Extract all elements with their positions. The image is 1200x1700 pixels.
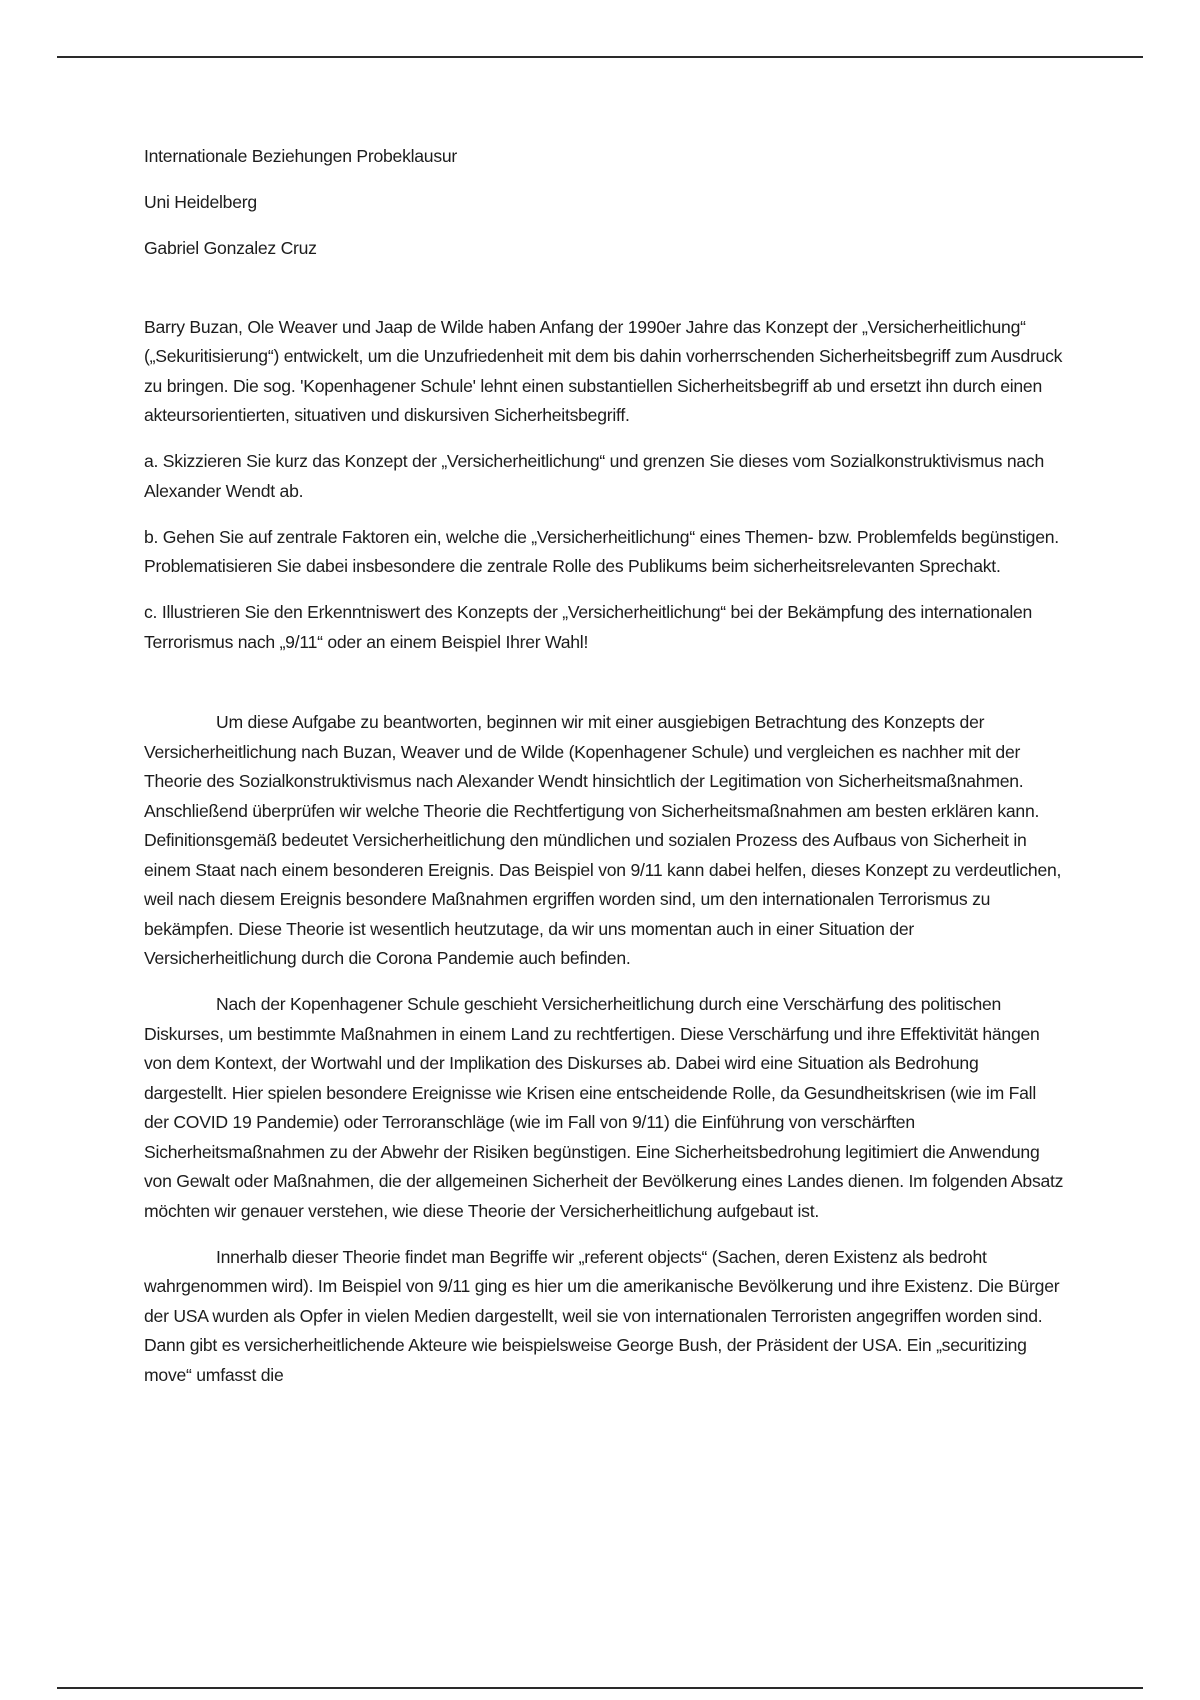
university-name: Uni Heidelberg (144, 192, 257, 212)
question-a: a. Skizzieren Sie kurz das Konzept der „Versicherheitlichung“ und grenzen Sie dieses vom Sozialkonstruktivismus nach Alexander Wendt ab. (144, 451, 1045, 501)
document-page (144, 142, 1064, 1407)
answer-paragraph-3: Innerhalb dieser Theorie findet man Begriffe wir „referent objects“ (Sachen, deren Existenz als bedroht wahrgenommen wird). Im Beispiel von 9/11 ging es hier um die amerikanische Bevölkerung und ihre Existenz. Die Bürger der USA wurden als Opfer in vielen Medien dargestellt, weil sie von internationalen Terroristen angegriffen worden sind. Dann gibt es versicherheitlichende Akteure wie beispielsweise George Bush, der Präsident der USA. Ein „securitizing move“ umfasst die (144, 1246, 1060, 1385)
bottom-rule (57, 1687, 1143, 1689)
top-rule (57, 56, 1143, 58)
document-header (144, 142, 1064, 264)
task-intro: Barry Buzan, Ole Weaver und Jaap de Wilde haben Anfang der 1990er Jahre das Konzept der „Versicherheitlichung“ („Sekuritisierung“) entwickelt, um die Unzufriedenheit mit dem bis dahin vorherrschenden Sicherheitsbegriff zum Ausdruck zu bringen. Die sog. 'Kopenhagener Schule' lehnt einen substantiellen Sicherheitsbegriff ab und ersetzt ihn durch einen akteursorientierten, situativen und diskursiven Sicherheitsbegriff. (144, 316, 1063, 425)
answer-paragraph-2: Nach der Kopenhagener Schule geschieht Versicherheitlichung durch eine Verschärfung des politischen Diskurses, um bestimmte Maßnahmen in einem Land zu rechtfertigen. Diese Verschärfung und ihre Effektivität hängen von dem Kontext, der Wortwahl und der Implikation des Diskurses ab. Dabei wird eine Situation als Bedrohung dargestellt. Hier spielen besondere Ereignisse wie Krisen eine entscheidende Rolle, da Gesundheitskrisen (wie im Fall der COVID 19 Pandemie) oder Terroranschläge (wie im Fall von 9/11) die Einführung von verschärften Sicherheitsmaßnahmen zu der Abwehr der Risiken begünstigen. Eine Sicherheitsbedrohung legitimiert die Anwendung von Gewalt oder Maßnahmen, die der allgemeinen Sicherheit der Bevölkerung eines Landes dienen. Im folgenden Absatz möchten wir genauer verstehen, wie diese Theorie der Versicherheitlichung aufgebaut ist. (144, 994, 1064, 1221)
answer-paragraph-1: Um diese Aufgabe zu beantworten, beginnen wir mit einer ausgiebigen Betrachtung des Konzepts der Versicherheitlichung nach Buzan, Weaver und de Wilde (Kopenhagener Schule) und vergleichen es nachher mit der Theorie des Sozialkonstruktivismus nach Alexander Wendt hinsichtlich der Legitimation von Sicherheitsmaßnahmen. Anschließend überprüfen wir welche Theorie die Rechtfertigung von Sicherheitsmaßnahmen am besten erklären kann. Definitionsgemäß bedeutet Versicherheitlichung den mündlichen und sozialen Prozess des Aufbaus von Sicherheit in einem Staat nach einem besonderen Ereignis. Das Beispiel von 9/11 kann dabei helfen, dieses Konzept zu verdeutlichen, weil nach diesem Ereignis besondere Maßnahmen ergriffen worden sind, um den internationalen Terrorismus zu bekämpfen. Diese Theorie ist wesentlich heutzutage, da wir uns momentan auch in einer Situation der Versicherheitlichung durch die Corona Pandemie auch befinden. (144, 712, 1062, 968)
document-title: Internationale Beziehungen Probeklausur (144, 146, 458, 166)
author-name: Gabriel Gonzalez Cruz (144, 238, 317, 258)
task-section (144, 313, 1064, 658)
answer-section (144, 708, 1064, 1390)
question-b: b. Gehen Sie auf zentrale Faktoren ein, welche die „Versicherheitlichung“ eines Themen- bzw. Problemfelds begünstigen. Problematisieren Sie dabei insbesondere die zentrale Rolle des Publikums beim sicherheitsrelevanten Sprechakt. (144, 526, 1059, 576)
question-c: c. Illustrieren Sie den Erkenntniswert des Konzepts der „Versicherheitlichung“ bei der Bekämpfung des internationalen Terrorismus nach „9/11“ oder an einem Beispiel Ihrer Wahl! (144, 602, 1033, 652)
